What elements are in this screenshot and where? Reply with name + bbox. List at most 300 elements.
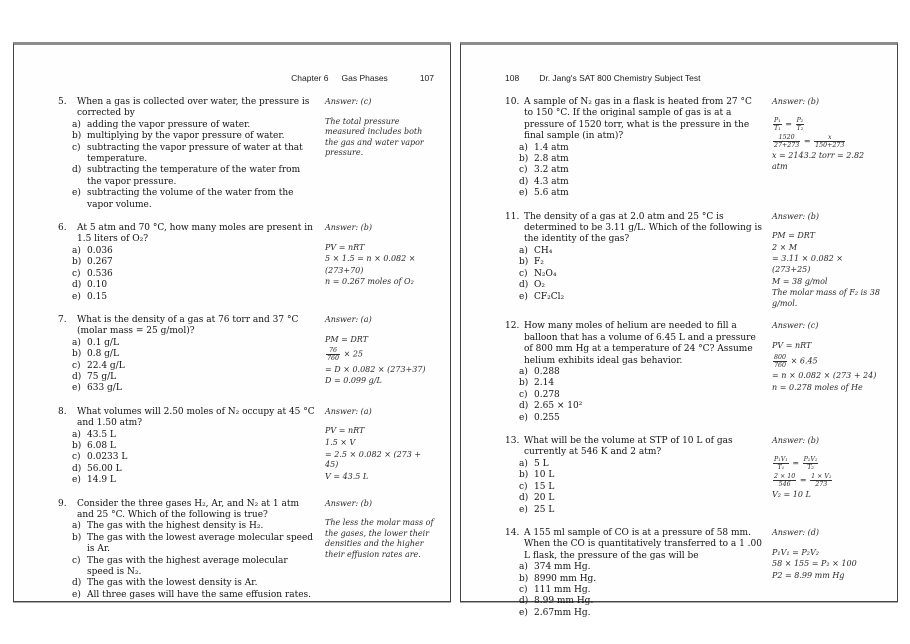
option-row bbox=[505, 459, 763, 470]
option-row bbox=[58, 257, 316, 268]
answer-margin bbox=[316, 407, 434, 487]
option-text: 20 L bbox=[534, 493, 555, 504]
option-row bbox=[505, 390, 763, 401]
page-header bbox=[505, 73, 881, 83]
option-text: 22.4 g/L bbox=[87, 360, 125, 371]
options-list bbox=[58, 338, 316, 395]
answer-margin bbox=[763, 97, 881, 200]
option-text: 0.0233 L bbox=[87, 452, 128, 463]
option-row bbox=[58, 521, 316, 532]
solution-line bbox=[325, 347, 434, 362]
formula-text: (273+70) bbox=[325, 265, 364, 275]
option-text: 5 L bbox=[534, 458, 549, 469]
options-list bbox=[505, 562, 763, 619]
option-label: e) bbox=[519, 412, 528, 423]
fraction-denominator: 27+273 bbox=[774, 142, 800, 150]
solution-line bbox=[772, 571, 881, 582]
answer-margin bbox=[763, 321, 881, 424]
option-text: 0.267 bbox=[87, 257, 113, 268]
fraction-numerator: P₂V₂ bbox=[803, 455, 818, 463]
formula-text: = bbox=[801, 136, 814, 146]
option-row bbox=[58, 556, 316, 579]
option-label: c) bbox=[72, 268, 81, 279]
option-label: b) bbox=[519, 573, 529, 584]
fraction bbox=[773, 473, 796, 488]
option-row bbox=[58, 349, 316, 360]
option-label: d) bbox=[72, 165, 82, 176]
option-row bbox=[58, 464, 316, 475]
formula-text: × 6.45 bbox=[788, 356, 818, 366]
option-text: multiplying by the vapor pressure of water. bbox=[87, 131, 285, 142]
fraction bbox=[796, 117, 805, 132]
option-label: b) bbox=[72, 131, 82, 142]
options-list bbox=[505, 367, 763, 424]
question-item bbox=[505, 97, 881, 200]
option-row bbox=[505, 154, 763, 165]
question-number: 10. bbox=[505, 97, 520, 107]
question-main bbox=[505, 97, 763, 200]
solution-line bbox=[772, 371, 881, 382]
option-text: O₂ bbox=[534, 280, 545, 291]
header-segment: 107 bbox=[419, 73, 434, 83]
question-main bbox=[505, 321, 763, 424]
header-segment: Chapter 6 bbox=[291, 73, 329, 83]
question-text: A sample of N₂ gas in a flask is heated from 27 °C to 150 °C. If the original sample of gas is at a pressure of 1520 torr, what is the pressure in the final sample (in atm)? bbox=[524, 97, 752, 142]
questions bbox=[505, 97, 881, 619]
question-main bbox=[58, 223, 316, 303]
option-row bbox=[58, 578, 316, 589]
option-label: e) bbox=[72, 589, 81, 600]
question-text-row bbox=[505, 212, 763, 246]
fraction-denominator: T₂ bbox=[796, 124, 804, 132]
question-main bbox=[58, 97, 316, 211]
formula-text: n = 0.267 moles of O₂ bbox=[325, 277, 414, 287]
fraction-numerator: 800 bbox=[774, 353, 787, 361]
question-text-row bbox=[58, 315, 316, 338]
question-text: What will be the volume at STP of 10 L of gas currently at 546 K and 2 atm? bbox=[524, 436, 733, 458]
option-label: d) bbox=[519, 493, 529, 504]
fraction bbox=[814, 134, 845, 149]
option-label: a) bbox=[519, 245, 528, 256]
option-row bbox=[505, 246, 763, 257]
fraction-numerator: x bbox=[814, 134, 845, 142]
option-label: d) bbox=[519, 401, 529, 412]
answer-margin bbox=[763, 436, 881, 516]
option-text: subtracting the temperature of the water from the vapor pressure. bbox=[87, 165, 301, 187]
option-text: 15 L bbox=[534, 481, 555, 492]
fraction-numerator: 2 × 10 bbox=[774, 473, 796, 481]
option-row bbox=[505, 292, 763, 303]
question-text-row bbox=[505, 528, 763, 562]
option-text: 6.08 L bbox=[87, 440, 116, 451]
option-text: 374 mm Hg. bbox=[534, 562, 591, 573]
answer-margin bbox=[316, 223, 434, 303]
option-text: The gas with the lowest average molecular speed is Ar. bbox=[87, 532, 314, 555]
answer-label: Answer: (d) bbox=[772, 527, 820, 537]
question-number: 11. bbox=[505, 211, 520, 222]
option-row bbox=[505, 367, 763, 378]
option-label: e) bbox=[519, 504, 528, 515]
option-text: N₂O₄ bbox=[534, 268, 557, 279]
question-number: 14. bbox=[505, 527, 520, 538]
option-label: e) bbox=[519, 291, 528, 302]
solution-line bbox=[772, 341, 881, 352]
option-row bbox=[505, 401, 763, 412]
question-number: 12. bbox=[505, 321, 520, 332]
option-row bbox=[505, 257, 763, 268]
question-item bbox=[505, 528, 881, 619]
option-label: a) bbox=[72, 521, 81, 532]
page-header bbox=[58, 73, 434, 83]
solution-line bbox=[325, 365, 434, 376]
option-label: a) bbox=[519, 142, 528, 153]
book-spread bbox=[13, 42, 898, 618]
formula-text: D = 0.099 g/L bbox=[325, 376, 382, 386]
solution-line bbox=[772, 490, 881, 501]
formula-text: P2 = 8.99 mm Hg bbox=[772, 570, 845, 580]
option-row bbox=[505, 562, 763, 573]
fraction-numerator: P₁ bbox=[774, 116, 781, 124]
option-text: 0.255 bbox=[534, 412, 560, 423]
solution-note: The less the molar mass of the gases, the lower their densities and the higher their effusion rates are. bbox=[325, 518, 434, 559]
answer-label: Answer: (b) bbox=[772, 436, 820, 446]
answer-label: Answer: (b) bbox=[772, 211, 820, 221]
question-number: 7. bbox=[58, 314, 67, 325]
option-label: c) bbox=[519, 389, 528, 400]
fraction bbox=[773, 117, 782, 132]
option-label: c) bbox=[519, 481, 528, 492]
option-text: subtracting the volume of the water from the vapor volume. bbox=[87, 188, 294, 210]
fraction-denominator: T₁ bbox=[774, 124, 781, 132]
solution-line bbox=[325, 335, 434, 346]
option-text: All three gases will have the same effusion rates. bbox=[87, 589, 312, 600]
solution-line bbox=[325, 426, 434, 437]
option-label: e) bbox=[72, 188, 81, 199]
option-text: 14.9 L bbox=[87, 475, 116, 486]
option-label: d) bbox=[72, 280, 82, 291]
option-row bbox=[505, 596, 763, 607]
answer-margin bbox=[316, 315, 434, 395]
formula-text: = 2.5 × 0.082 × (273 + 45) bbox=[325, 449, 422, 470]
answer-label: Answer: (b) bbox=[325, 498, 373, 508]
options-list bbox=[505, 143, 763, 200]
option-text: 0.278 bbox=[534, 389, 560, 400]
solution-line bbox=[772, 151, 881, 172]
option-label: a) bbox=[72, 337, 81, 348]
option-row bbox=[58, 361, 316, 372]
option-label: b) bbox=[519, 378, 529, 389]
solution-line bbox=[772, 473, 881, 488]
option-label: a) bbox=[519, 458, 528, 469]
formula-text: V = 43.5 L bbox=[325, 471, 369, 481]
option-text: F₂ bbox=[534, 257, 544, 268]
fraction bbox=[810, 473, 832, 488]
formula-text: 1.5 × V bbox=[325, 437, 356, 447]
option-label: e) bbox=[72, 475, 81, 486]
option-label: a) bbox=[519, 562, 528, 573]
header-segment: 108 bbox=[505, 73, 520, 83]
answer-margin bbox=[763, 212, 881, 310]
formula-text: = bbox=[789, 458, 802, 468]
solution-line bbox=[772, 559, 881, 570]
fraction-numerator: 1520 bbox=[773, 134, 800, 142]
solution-line bbox=[772, 383, 881, 394]
questions bbox=[58, 97, 434, 601]
option-row bbox=[505, 608, 763, 619]
fraction-numerator: 76 bbox=[326, 347, 340, 355]
fraction-numerator: P₂ bbox=[796, 116, 804, 124]
fraction-denominator: 760 bbox=[327, 355, 340, 363]
page-right bbox=[460, 42, 898, 618]
option-row bbox=[58, 590, 316, 601]
formula-text: = bbox=[782, 119, 795, 129]
formula-text: 5 × 1.5 = n × 0.082 × bbox=[325, 254, 416, 264]
question-number: 8. bbox=[58, 406, 67, 417]
fraction-denominator: 760 bbox=[774, 361, 787, 369]
option-label: d) bbox=[519, 596, 529, 607]
solution-line bbox=[325, 438, 434, 449]
question-main bbox=[58, 407, 316, 487]
option-row bbox=[58, 372, 316, 383]
option-label: d) bbox=[72, 578, 82, 589]
solution-note: The molar mass of F₂ is 38 g/mol. bbox=[772, 288, 880, 308]
option-row bbox=[505, 505, 763, 516]
formula-text: V₂ = 10 L bbox=[772, 490, 811, 500]
question-text-row bbox=[505, 436, 763, 459]
solution-line bbox=[325, 472, 434, 483]
formula-text: PV = nRT bbox=[325, 242, 365, 252]
option-row bbox=[505, 378, 763, 389]
option-label: d) bbox=[519, 280, 529, 291]
option-row bbox=[505, 574, 763, 585]
option-text: 5.6 atm bbox=[534, 188, 569, 199]
option-text: 0.036 bbox=[87, 245, 113, 256]
solution-line bbox=[772, 243, 881, 254]
question-main bbox=[505, 212, 763, 310]
option-text: 1.4 atm bbox=[534, 142, 569, 153]
fraction-numerator: P₁V₁ bbox=[774, 455, 788, 463]
option-text: 75 g/L bbox=[87, 371, 117, 382]
header-segment: Gas Phases bbox=[341, 73, 388, 83]
option-text: 4.3 atm bbox=[534, 176, 569, 187]
option-row bbox=[505, 280, 763, 291]
question-text-row bbox=[58, 499, 316, 522]
option-text: 8990 mm Hg. bbox=[534, 573, 597, 584]
fraction bbox=[773, 456, 789, 471]
question-text: A 155 ml sample of CO is at a pressure of 58 mm. When the CO is quantitatively transferred to a 1 .00 L flask, the pressure of the gas will be bbox=[524, 527, 762, 561]
solution-line bbox=[772, 548, 881, 559]
option-text: 111 mm Hg. bbox=[534, 584, 591, 595]
answer-margin bbox=[763, 528, 881, 619]
question-main bbox=[58, 315, 316, 395]
options-list bbox=[58, 521, 316, 601]
option-label: d) bbox=[519, 176, 529, 187]
option-label: e) bbox=[72, 291, 81, 302]
formula-text: P₁V₁ = P₂V₂ bbox=[772, 547, 819, 557]
option-label: b) bbox=[72, 257, 82, 268]
option-text: 633 g/L bbox=[87, 383, 122, 394]
options-list bbox=[58, 246, 316, 303]
option-text: CH₄ bbox=[534, 245, 553, 256]
option-row bbox=[58, 533, 316, 556]
option-label: c) bbox=[72, 452, 81, 463]
option-row bbox=[505, 470, 763, 481]
option-row bbox=[58, 383, 316, 394]
formula-text: M = 38 g/mol bbox=[772, 276, 828, 286]
option-row bbox=[505, 177, 763, 188]
option-row bbox=[58, 120, 316, 131]
option-row bbox=[58, 430, 316, 441]
question-text: When a gas is collected over water, the pressure is corrected by bbox=[77, 97, 310, 119]
question-text-row bbox=[58, 407, 316, 430]
solution-line bbox=[772, 231, 881, 242]
formula-text: x = 2143.2 torr = 2.82 atm bbox=[772, 151, 865, 171]
question-number: 6. bbox=[58, 223, 67, 234]
option-label: b) bbox=[519, 257, 529, 268]
solution-line bbox=[325, 376, 434, 387]
question-number: 13. bbox=[505, 436, 520, 447]
fraction-numerator: 1 × V₂ bbox=[811, 473, 832, 481]
formula-text: = n × 0.082 × (273 + 24) bbox=[772, 371, 877, 380]
solution-line bbox=[325, 243, 434, 254]
option-label: a) bbox=[72, 119, 81, 130]
solution-line bbox=[325, 450, 434, 471]
question-item bbox=[58, 315, 434, 395]
solution-line bbox=[772, 117, 881, 132]
option-text: 2.14 bbox=[534, 378, 555, 389]
option-text: 10 L bbox=[534, 470, 555, 481]
option-text: 3.2 atm bbox=[534, 165, 569, 176]
option-label: c) bbox=[72, 555, 81, 566]
question-text-row bbox=[505, 321, 763, 367]
question-item bbox=[505, 321, 881, 424]
option-text: 0.8 g/L bbox=[87, 349, 119, 360]
solution-note: The total pressure measured includes both the gas and water vapor pressure. bbox=[325, 116, 424, 158]
formula-text: × 25 bbox=[341, 349, 363, 359]
option-text: 2.65 × 10² bbox=[534, 401, 583, 412]
option-label: b) bbox=[72, 532, 82, 543]
solution-line bbox=[772, 134, 881, 149]
option-row bbox=[58, 280, 316, 291]
question-text: The density of a gas at 2.0 atm and 25 °C is determined to be 3.11 g/L. Which of the following is the identity of the gas? bbox=[524, 211, 762, 245]
answer-margin bbox=[316, 97, 434, 211]
option-label: a) bbox=[72, 429, 81, 440]
formula-text: PM = DRT bbox=[325, 334, 368, 344]
options-list bbox=[58, 430, 316, 487]
option-text: subtracting the vapor pressure of water at that temperature. bbox=[87, 142, 303, 165]
option-row bbox=[58, 246, 316, 257]
option-text: 8.99 mm Hg. bbox=[534, 596, 594, 607]
formula-text: n = 0.278 moles of He bbox=[772, 382, 863, 392]
question-text: What is the density of a gas at 76 torr and 37 °C (molar mass = 25 g/mol)? bbox=[77, 314, 299, 337]
options-list bbox=[505, 459, 763, 516]
option-row bbox=[58, 338, 316, 349]
question-text: At 5 atm and 70 °C, how many moles are present in 1.5 liters of O₂? bbox=[77, 223, 313, 245]
answer-margin bbox=[316, 499, 434, 602]
option-row bbox=[58, 269, 316, 280]
fraction bbox=[326, 347, 340, 362]
option-label: c) bbox=[519, 165, 528, 176]
option-label: b) bbox=[72, 440, 82, 451]
question-item bbox=[505, 436, 881, 516]
question-number: 9. bbox=[58, 498, 67, 509]
fraction bbox=[803, 456, 819, 471]
question-text: What volumes will 2.50 moles of N₂ occupy at 45 °C and 1.50 atm? bbox=[77, 406, 315, 429]
option-label: e) bbox=[72, 383, 81, 394]
fraction-denominator: 150+273 bbox=[815, 142, 845, 150]
question-text-row bbox=[58, 223, 316, 246]
solution-line bbox=[772, 456, 881, 471]
fraction-denominator: T₂ bbox=[807, 463, 814, 471]
option-label: b) bbox=[519, 154, 529, 165]
option-text: The gas with the lowest density is Ar. bbox=[87, 578, 258, 589]
fraction-denominator: T₁ bbox=[777, 463, 785, 471]
option-label: d) bbox=[72, 371, 82, 382]
option-row bbox=[505, 143, 763, 154]
question-main bbox=[505, 528, 763, 619]
option-row bbox=[58, 188, 316, 211]
solution-line bbox=[772, 277, 881, 288]
question-item bbox=[58, 223, 434, 303]
option-label: b) bbox=[519, 470, 529, 481]
options-list bbox=[505, 246, 763, 303]
question-item bbox=[58, 499, 434, 602]
page-left bbox=[13, 42, 451, 602]
option-text: The gas with the highest density is H₂. bbox=[87, 521, 264, 532]
option-row bbox=[505, 188, 763, 199]
option-text: 2.67mm Hg. bbox=[534, 607, 591, 618]
formula-text: PM = DRT bbox=[772, 231, 815, 241]
option-text: 25 L bbox=[534, 504, 555, 515]
option-text: CF₂Cl₂ bbox=[534, 291, 565, 302]
option-label: e) bbox=[519, 607, 528, 618]
question-text-row bbox=[58, 97, 316, 120]
option-text: 43.5 L bbox=[87, 429, 116, 440]
option-row bbox=[58, 452, 316, 463]
option-row bbox=[58, 143, 316, 166]
answer-label: Answer: (a) bbox=[325, 314, 372, 324]
option-text: 2.8 atm bbox=[534, 154, 569, 165]
solution-line bbox=[772, 354, 881, 369]
question-number: 5. bbox=[58, 97, 67, 107]
option-row bbox=[505, 269, 763, 280]
formula-text: PV = nRT bbox=[325, 426, 365, 436]
option-label: d) bbox=[72, 463, 82, 474]
answer-label: Answer: (c) bbox=[772, 321, 819, 331]
solution-line bbox=[325, 266, 434, 277]
formula-text: = bbox=[797, 475, 810, 485]
fraction-denominator: 273 bbox=[815, 481, 828, 489]
fraction-denominator: 546 bbox=[778, 481, 791, 489]
option-row bbox=[505, 493, 763, 504]
formula-text: 2 × M bbox=[772, 242, 798, 252]
option-row bbox=[58, 292, 316, 303]
option-row bbox=[505, 585, 763, 596]
option-label: c) bbox=[519, 584, 528, 595]
question-item bbox=[58, 97, 434, 211]
option-label: b) bbox=[72, 349, 82, 360]
question-item bbox=[58, 407, 434, 487]
option-label: a) bbox=[72, 245, 81, 256]
option-row bbox=[58, 165, 316, 188]
option-text: 0.288 bbox=[534, 367, 560, 378]
option-label: c) bbox=[519, 268, 528, 279]
header-segment: Dr. Jang's SAT 800 Chemistry Subject Test bbox=[539, 73, 701, 83]
question-text: Consider the three gases H₂, Ar, and N₂ at 1 atm and 25 °C. Which of the following is true? bbox=[77, 498, 300, 520]
option-row bbox=[58, 131, 316, 142]
option-text: 56.00 L bbox=[87, 463, 122, 474]
question-text-row bbox=[505, 97, 763, 143]
